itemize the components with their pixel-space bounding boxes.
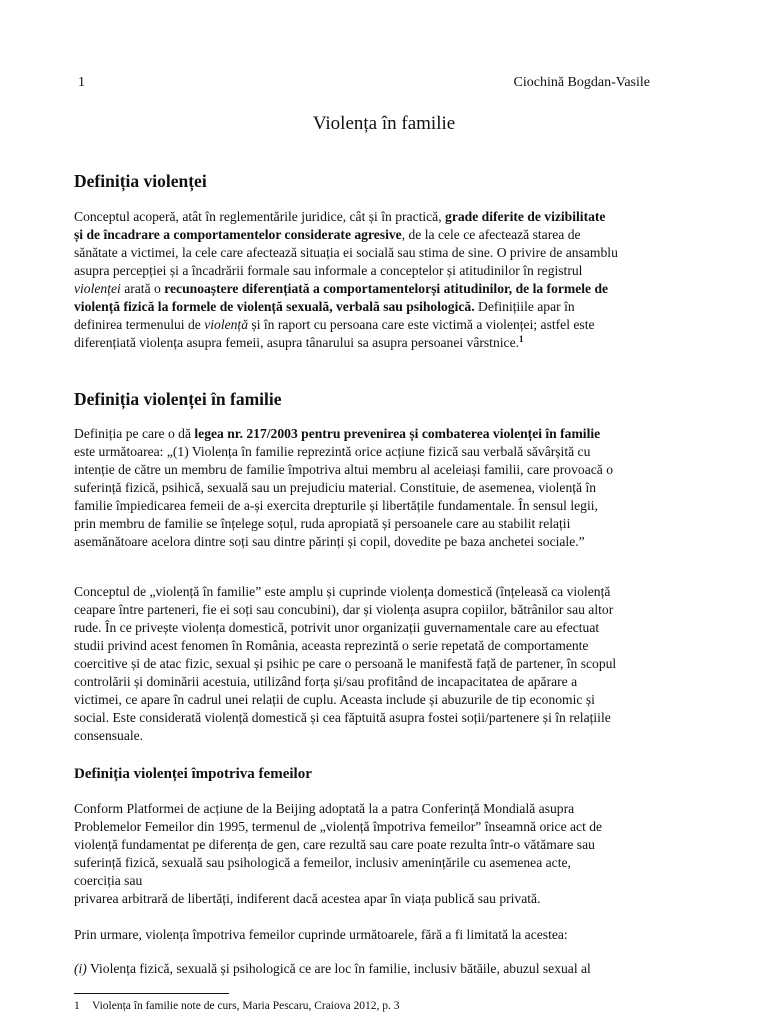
italic-text: violenței (74, 281, 121, 296)
text-line: Conceptul de „violență în familie” este amplu și cuprinde violența domestică (înțeleasă ca violență (74, 584, 611, 599)
text-line: Prin urmare, violența împotriva femeilor cuprinde următoarele, fără a fi limitată la acestea: (74, 927, 568, 942)
bold-text: grade diferite de vizibilitate (445, 209, 606, 224)
text-line: suferință fizică, sexuală sau psihologică a femeilor, inclusiv amenințările cu asemenea acte, (74, 855, 571, 870)
paragraph-list-item-i (74, 960, 694, 978)
list-marker: (i) (74, 961, 87, 976)
text-line: familie împiedicarea femeii de a-și exercita drepturile și libertățile fundamentale. În sensul legii, (74, 498, 598, 513)
section-heading-violence-against-women: Definiția violenței împotriva femeilor (74, 766, 312, 782)
text-line: intenție de către un membru de familie împotriva altui membru al aceleiași familii, care provoacă o (74, 462, 613, 477)
text-line: victimei, ce apare în cadrul unei relații de cuplu. Aceasta include și abuzurile de tip economic și (74, 692, 595, 707)
text-line: sănătate a victimei, la cele care afectează situația ei socială sau stima de sine. O privire de ansamblu (74, 245, 618, 260)
text-run: , de la cele ce afectează starea de (401, 227, 581, 242)
footnote-reference[interactable]: 1 (519, 334, 524, 344)
bold-text: și de încadrare a comportamentelor considerate agresive (74, 227, 402, 242)
text-line: coerciția sau (74, 873, 143, 888)
section-heading-violence-definition: Definiția violenței (74, 171, 207, 191)
text-line: ceapare între parteneri, fie ei soți sau concubini), dar și violența asupra copiilor, bătrânilor sau altor (74, 602, 614, 617)
document-title: Violența în familie (312, 113, 456, 134)
text-line: consensuale. (74, 728, 144, 743)
text-run: și în raport cu persoana care este victimă a violenței; astfel este (248, 317, 595, 332)
text-line: Conform Platformei de acțiune de la Beijing adoptată la a patra Conferință Mondială asupra (74, 801, 575, 816)
text-line: Problemelor Femeilor din 1995, termenul de „violență împotriva femeilor” înseamnă orice act de (74, 819, 603, 834)
paragraph-family-violence-definition (74, 425, 694, 551)
text-line: asupra percepției și a încadrării formale sau informale a conceptelor și atitudinilor în registrul (74, 263, 583, 278)
text-line: prin membru de familie se înțelege soțul, ruda apropiată și persoanele care au stabilit relații (74, 516, 571, 531)
text-run: Definiția pe care o dă (74, 426, 195, 441)
text-line: rude. În ce privește violența domestică, potrivit unor organizații guvernamentale care au efectuat (74, 620, 600, 635)
footnote-separator (74, 993, 229, 994)
text-line: asemănătoare acelora dintre soți sau dintre părinți și copil, dovedite pe baza anchetei sociale.” (74, 534, 585, 549)
page-number: 1 (78, 75, 85, 90)
text-run: Violența fizică, sexuală și psihologică ce are loc în familie, inclusiv bătăile, abuzul sexual al (86, 961, 591, 976)
text-run: arată o (120, 281, 165, 296)
text-line: este următoarea: „(1) Violența în familie reprezintă orice acțiune fizică sau verbală săvârșită cu (74, 444, 591, 459)
paragraph-family-violence-concept (74, 583, 694, 745)
text-line: violență fundamentat pe diferența de gen, care rezultă sau care poate rezulta într-o vătămare sau (74, 837, 595, 852)
footnote-text: Violența în familie note de curs, Maria Pescaru, Craiova 2012, p. 3 (92, 1000, 400, 1012)
author-name: Ciochină Bogdan-Vasile (513, 75, 650, 90)
italic-text: violență (204, 317, 249, 332)
text-line: privarea arbitrară de libertăți, indiferent dacă acestea apar în viața publică sau privată. (74, 891, 541, 906)
paragraph-violence-definition (74, 208, 694, 352)
text-line: controlării și dominării acestuia, utilizând forța și/sau profitând de incapacitatea de apărare a (74, 674, 578, 689)
paragraph-consequently (74, 926, 694, 944)
text-line: suferință fizică, psihică, sexuală sau un prejudiciu material. Constituie, de asemenea, violență în (74, 480, 597, 495)
text-run: Conceptul acoperă, atât în reglementările juridice, cât și în practică, (74, 209, 446, 224)
section-heading-family-violence-definition: Definiția violenței în familie (74, 389, 282, 409)
bold-text: legea nr. 217/2003 pentru prevenirea și combaterea violenței în familie (194, 426, 601, 441)
bold-text: recunoaștere diferențiată a comportamentelorși atitudinilor, de la formele de (164, 281, 609, 296)
footnote-number: 1 (74, 1000, 80, 1012)
footnote (74, 999, 400, 1013)
text-line: social. Este considerată violență domestică și cea făptuită asupra fostei soții/partenere și în relațiile (74, 710, 611, 725)
text-line: studii privind acest fenomen în România, aceasta reprezintă o serie repetată de comportamente (74, 638, 589, 653)
text-run: diferențiată violența asupra femeii, asupra tânarului sa asupra persoanei vârstnice. (74, 335, 520, 350)
bold-text: violență fizică la formele de violență sexuală, verbală sau psihologică. (74, 299, 475, 314)
text-line: coercitive și de atac fizic, sexual și psihic pe care o persoană le manifestă față de partener, în scopul (74, 656, 617, 671)
text-run: Definițiile apar în (474, 299, 575, 314)
text-run: definirea termenului de (74, 317, 205, 332)
paragraph-beijing-platform (74, 800, 694, 908)
